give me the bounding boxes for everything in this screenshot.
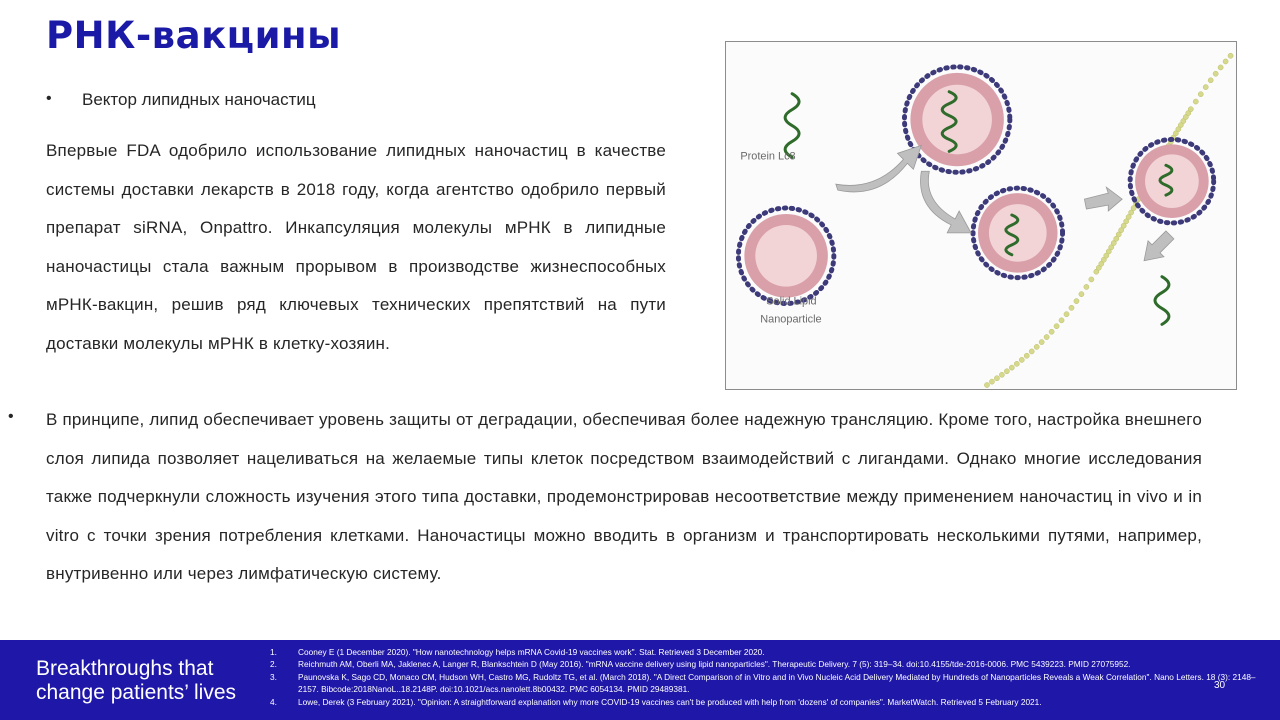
tagline-line2: change patients’ lives [36,681,237,704]
label-nanoparticle: Nanoparticle [760,313,822,326]
membrane-bead [1074,299,1079,304]
membrane-bead [1034,344,1039,349]
arrow-curved-down [920,171,971,233]
membrane-bead [1024,353,1029,358]
nanoparticle-left [738,208,833,303]
reference-number: 2. [270,659,277,670]
reference-number: 3. [270,671,277,682]
arrow-curved-up [836,145,922,192]
reference-text: Reichmuth AM, Oberli MA, Jaklenec A, Langer R, Blankschtein D (May 2016). "mRNA vaccine delivery using lipid nanoparticles". Therapeutic Delivery. 7 (5): 319–34. doi:10.4155/tde-2016-0006. PMC 5439223. PMID 27075952. [298,659,1131,670]
bullet-symbol: • [46,90,52,107]
membrane-bead [984,382,989,387]
paragraph-fda-approval: Впервые FDA одобрило использование липидных наночастиц в качестве системы доставки лекарств в 2018 году, когда агентство одобрило первый препарат siRNA, Onpattro. Инкапсуляция молекулы мРНК в липидные наночастицы стала важным прорывом в производстве жизнеспособных мРНК-вакцин, решив ряд ключевых технических препятствий на пути доставки молекулы мРНК в клетку-хозяин. [46,141,666,353]
nanoparticle-diagram [726,42,1236,389]
membrane-bead [1059,318,1064,323]
membrane-bead [1188,107,1193,112]
tagline [36,657,236,705]
nanoparticle-top [904,67,1009,172]
membrane-bead [999,372,1004,377]
membrane-bead [1203,85,1208,90]
paragraph-lipid-protection: В принципе, липид обеспечивает уровень защиты от деградации, обеспечивая более надежную трансляцию. Кроме того, настройка внешнего слоя липида позволяет нацеливаться на желаемые типы клеток посредством взаимодействий с лигандами. Однако многие исследования также подчеркнули сложность изучения этого типа доставки, продемонстрировав несоответствие между применением наночастиц in vivo и in vitro с точки зрения потребления клетками. Наночастицы можно вводить в организм и транспортировать несколькими путями, например, внутривенно или через лимфатическую систему. [46,410,1202,583]
membrane-bead [1193,99,1198,104]
membrane-bead [1044,334,1049,339]
reference-number: 1. [270,647,277,657]
footer-banner [0,640,1280,720]
membrane-bead [1029,349,1034,354]
membrane-bead [1223,59,1228,64]
reference-item [270,646,1275,658]
references-list [270,646,1275,708]
membrane-bead [1198,92,1203,97]
nanoparticle-figure [725,41,1237,390]
reference-number: 4. [270,696,277,707]
reference-text: Cooney E (1 December 2020). "How nanotechnology helps mRNA Covid-19 vaccines work". Stat. Retrieved 3 December 2020. [298,647,765,657]
membrane-bead [1049,329,1054,334]
rna-strand-released [1155,277,1169,325]
membrane-bead [1054,324,1059,329]
membrane-bead [1009,365,1014,370]
membrane-bead [1079,292,1084,297]
reference-item [270,671,1275,696]
membrane-bead [1089,277,1094,282]
membrane-bead [1218,65,1223,70]
membrane-bead [1208,78,1213,83]
bullet-symbol-2: • [8,408,14,425]
reference-item [270,696,1275,708]
slide-number: 30 [1214,680,1226,691]
membrane-bead [1004,369,1009,374]
membrane-bead [1228,53,1233,58]
membrane-bead [994,376,999,381]
nanoparticle-right [1130,139,1214,223]
membrane-bead [1014,361,1019,366]
membrane-bead [1069,305,1074,310]
membrane-bead [989,379,994,384]
membrane-bead [1039,340,1044,345]
arrow-down-left [1144,231,1174,261]
reference-text: Paunovska K, Sago CD, Monaco CM, Hudson WH, Castro MG, Rudoltz TG, et al. (March 2018). "A Direct Comparison of in Vitro and in Vivo Nucleic Acid Delivery Mediated by Hundreds of Nanoparticles Reveals a Weak Correlation". Nano Letters. 18 (3): 2148–2157. Bibcode:2018NanoL..18.2148P. doi:10.1021/acs.nanolett.8b00432. PMC 6054134. PMID 29489381. [298,671,1256,695]
bullet-lipid-protection [8,400,44,426]
arrow-right [1084,187,1122,211]
tagline-line1: Breakthroughs that [36,657,214,680]
bullet-lipid-vector [46,90,316,110]
slide-title: РНК-вакцины [46,14,342,57]
reference-item [270,658,1275,670]
nanoparticle-middle [973,188,1062,277]
rna-strand-protein [785,94,799,158]
reference-text: Lowe, Derek (3 February 2021). "Opinion: A straightforward explanation why more COVID-19 vaccines can't be produced with help from 'dozens' of companies". MarketWatch. Retrieved 5 February 2021. [298,696,1042,707]
label-protein-lc8: Protein Lc8 [740,150,796,163]
label-solid-lipid: Solid Lipid [766,295,817,308]
bullet-text: Вектор липидных наночастиц [82,90,316,109]
membrane-bead [1064,312,1069,317]
membrane-bead [1019,357,1024,362]
membrane-bead [1213,71,1218,76]
membrane-bead [1084,284,1089,289]
